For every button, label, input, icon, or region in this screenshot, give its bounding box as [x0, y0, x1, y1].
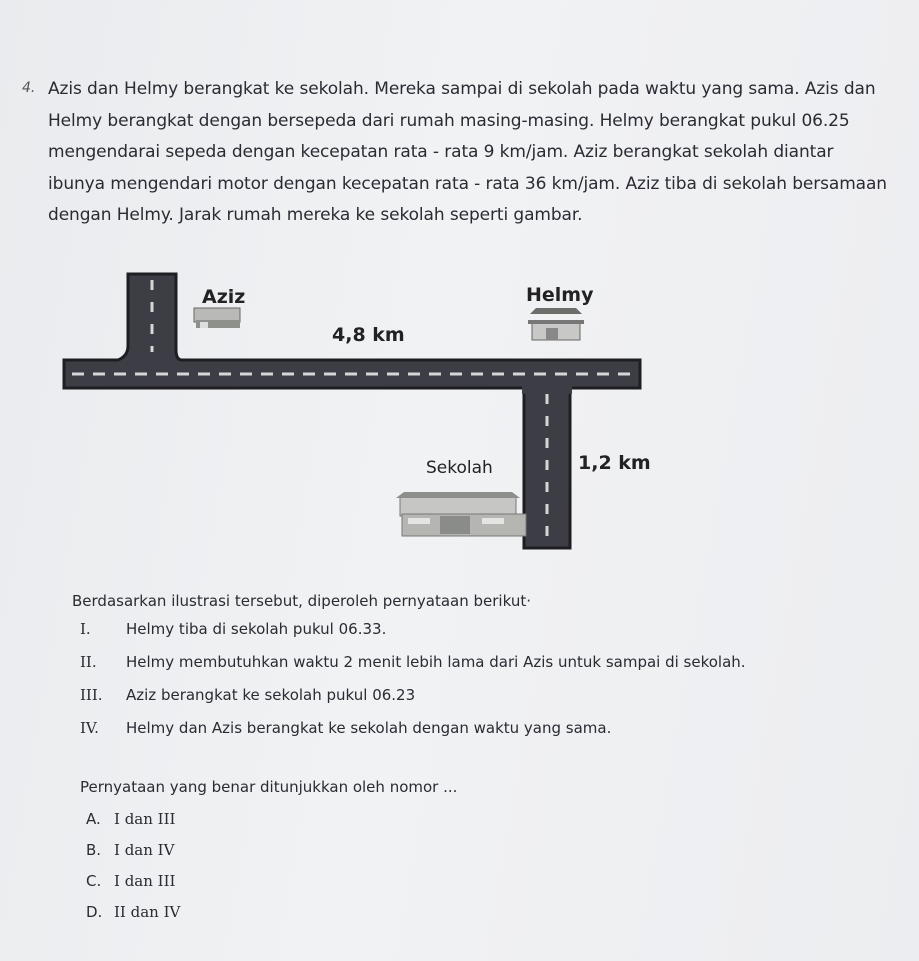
- road-map-illustration: [0, 260, 919, 560]
- option-text: I dan III: [114, 872, 176, 890]
- option-text: I dan III: [114, 810, 176, 828]
- statement-text: Helmy membutuhkan waktu 2 menit lebih lama dari Azis untuk sampai di sekolah.: [126, 653, 746, 671]
- aziz-house-icon: [194, 308, 240, 328]
- statement-roman: IV.: [80, 719, 99, 737]
- road-junction: [522, 384, 572, 394]
- helmy-label: Helmy: [526, 284, 594, 306]
- school-label: Sekolah: [426, 458, 493, 478]
- statement-text: Helmy tiba di sekolah pukul 06.33.: [126, 620, 387, 638]
- statement-roman: I.: [80, 620, 91, 638]
- option-letter: B.: [86, 841, 102, 859]
- aziz-label: Aziz: [202, 286, 246, 308]
- school-icon: [396, 492, 526, 536]
- statement-text: Aziz berangkat ke sekolah pukul 06.23: [126, 686, 416, 704]
- route-diagram: [0, 260, 919, 560]
- distance-side-label: 1,2 km: [578, 452, 651, 474]
- statement-text: Helmy dan Azis berangkat ke sekolah dengan waktu yang sama.: [126, 719, 612, 737]
- question-number: 4.: [22, 80, 36, 96]
- option-text: I dan IV: [114, 841, 175, 859]
- distance-top-label: 4,8 km: [332, 324, 405, 346]
- statement-roman: III.: [80, 686, 103, 704]
- option-letter: A.: [86, 810, 101, 828]
- statement-roman: II.: [80, 653, 97, 671]
- statements-intro: Berdasarkan ilustrasi tersebut, diperoleh pernyataan berikut·: [72, 592, 531, 610]
- helmy-house-icon: [528, 308, 584, 340]
- question-paragraph: Azis dan Helmy berangkat ke sekolah. Mereka sampai di sekolah pada waktu yang sama. Azis dan Helmy berangkat dengan bersepeda dari rumah masing-masing. Helmy berangkat pukul 06.25 mengendarai sepeda dengan kecepatan rata - rata 9 km/jam. Aziz berangkat sekolah diantar ibunya mengendari motor dengan kecepatan rata - rata 36 km/jam. Aziz tiba di sekolah bersamaan dengan Helmy. Jarak rumah mereka ke sekolah seperti gambar.: [48, 79, 887, 225]
- question-prompt: Pernyataan yang benar ditunjukkan oleh nomor ...: [80, 778, 458, 796]
- option-letter: D.: [86, 903, 103, 921]
- option-text: II dan IV: [114, 903, 181, 921]
- option-letter: C.: [86, 872, 102, 890]
